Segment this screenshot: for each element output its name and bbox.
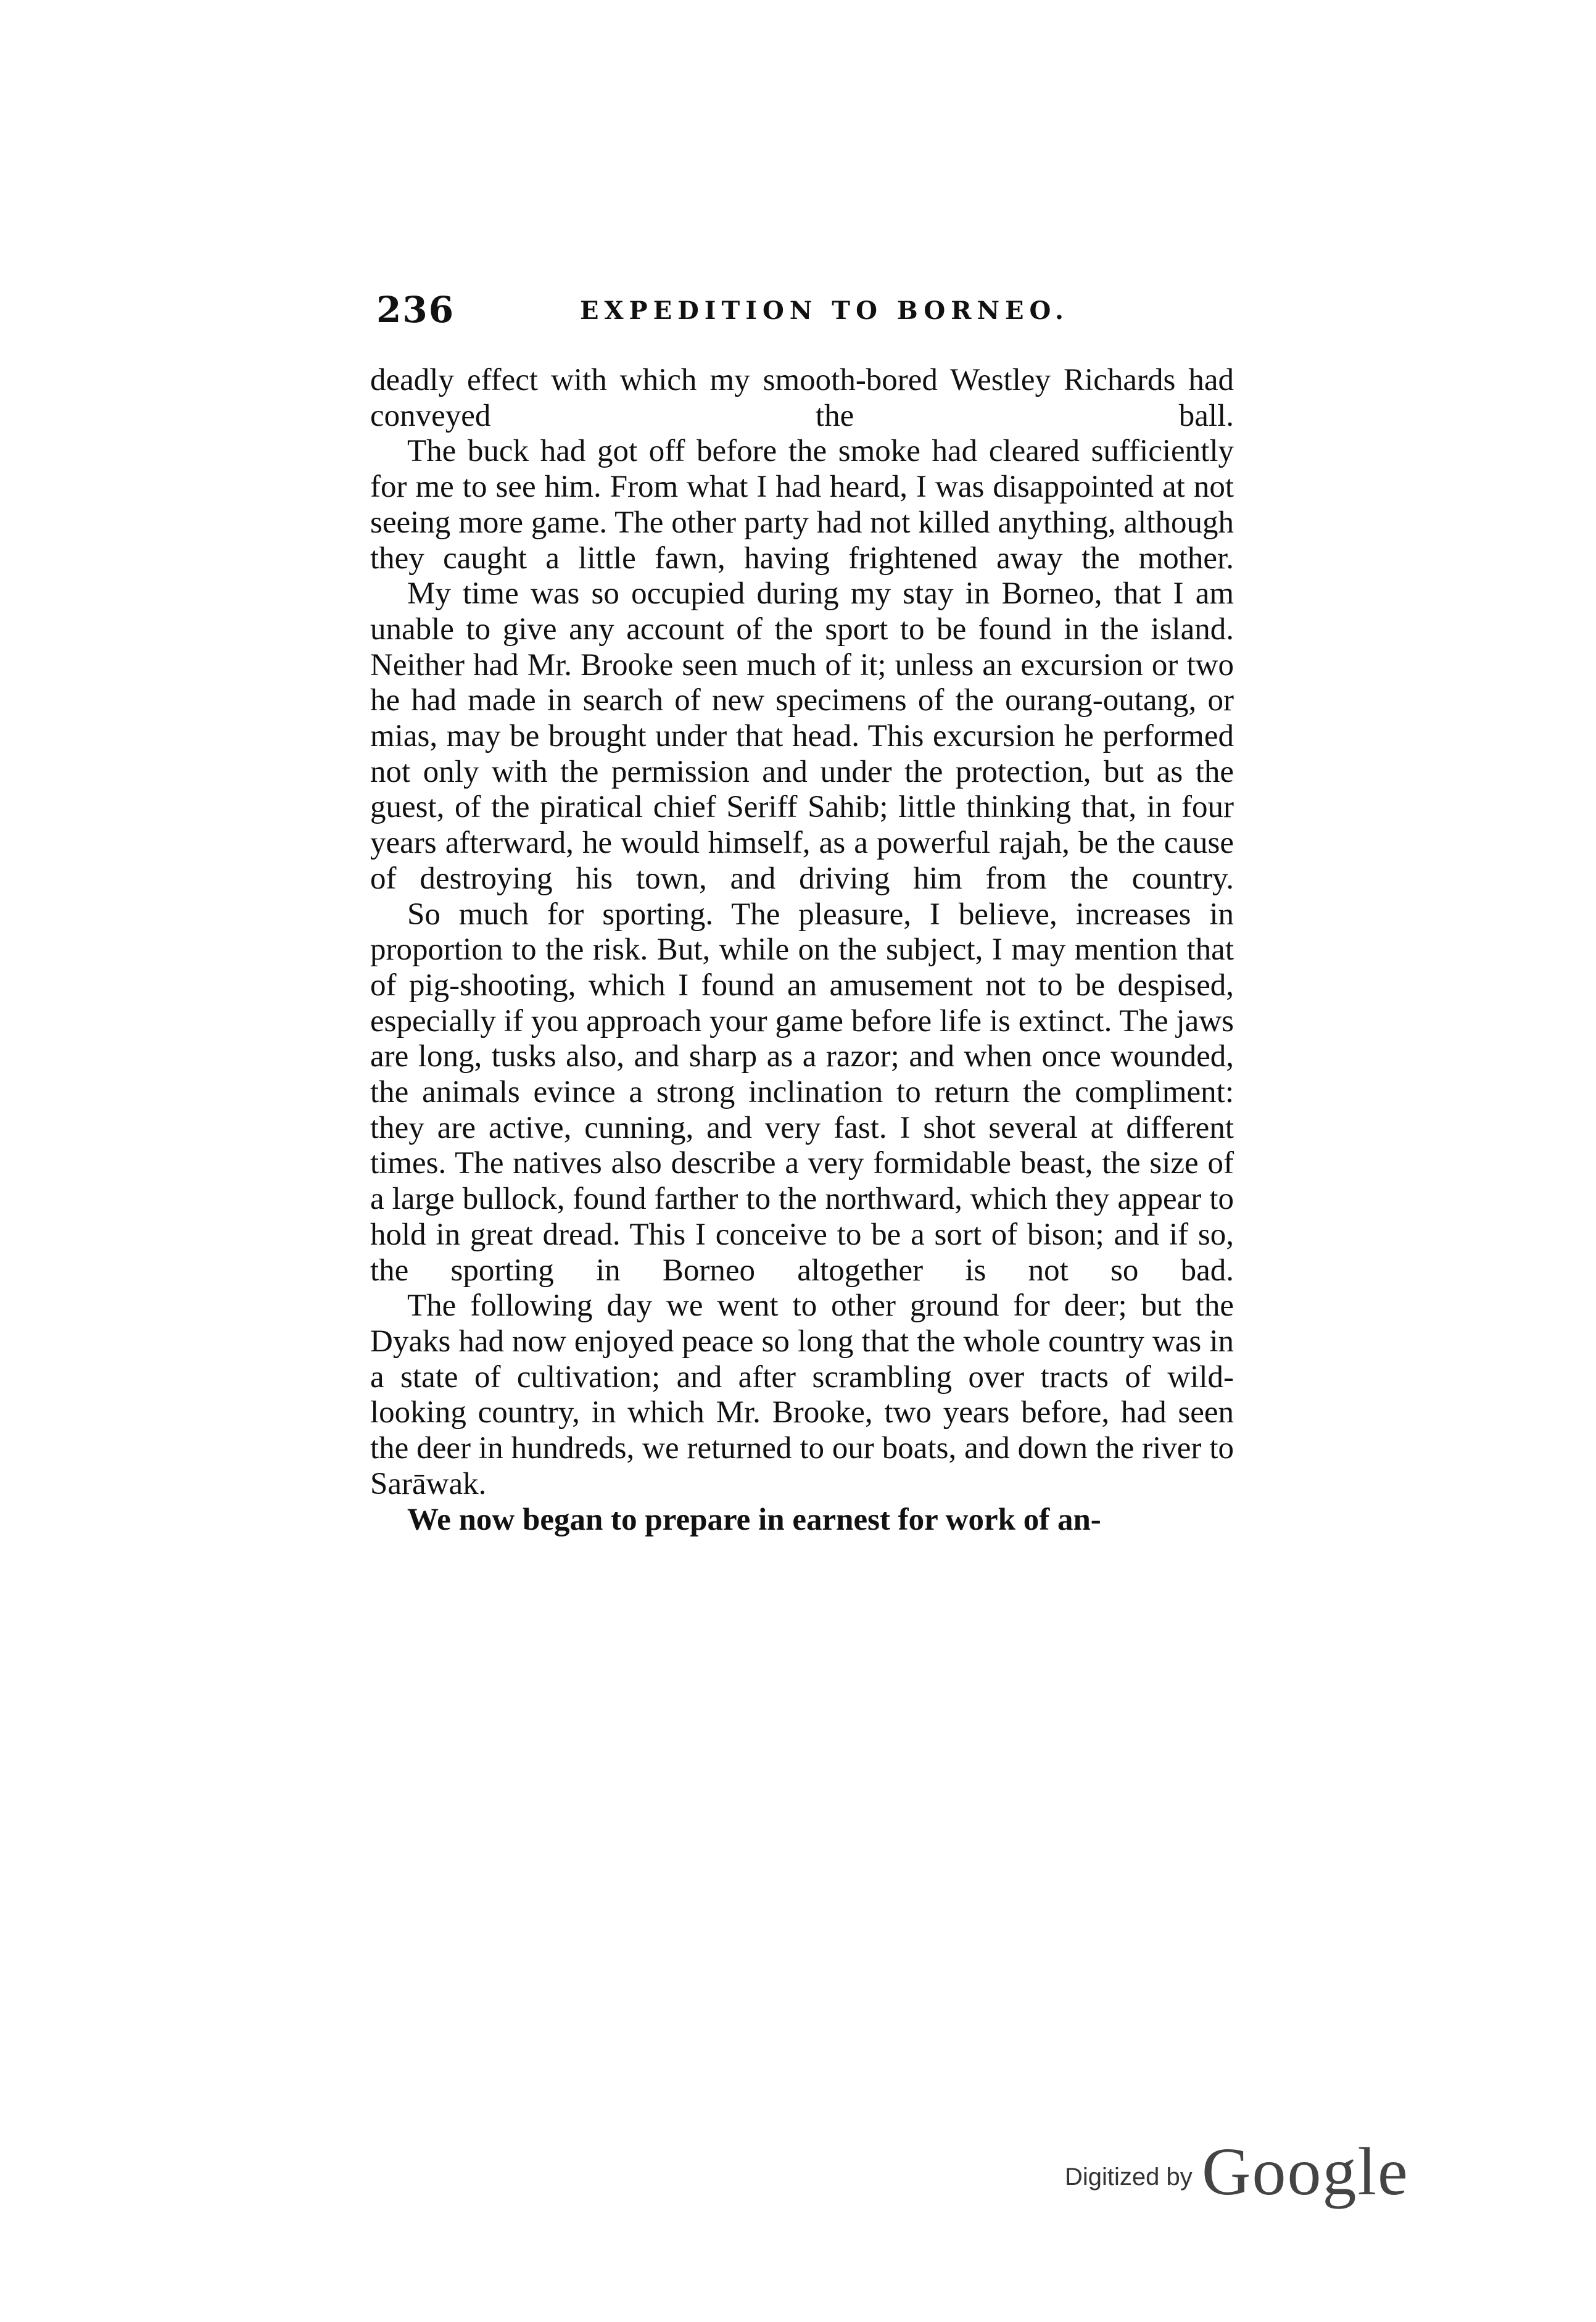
page-number: 236 <box>376 289 455 331</box>
paragraph-6: We now began to prepare in earnest for work of an- <box>407 1502 1101 1537</box>
paragraph-4: So much for sporting. The pleasure, I believe, increases in proportion to the risk. But, while on the subject, I may mention that of pig-shooting, which I found an amusement not to be despised, especially if you approach your game before life is extinct. The jaws are long, tusks also, and sharp as a razor; and when once wounded, the animals evince a strong inclination to return the compliment: they are active, cunning, and very fast. I shot several at different times. The natives also describe a very formidable beast, the size of a large bullock, found farther to the northward, which they appear to hold in great dread. This I conceive to be a sort of bison; and if so, the sporting in Borneo altogether is not so bad. <box>370 897 1234 1288</box>
running-head: EXPEDITION TO BORNEO. <box>580 296 1069 325</box>
digitized-by-label: Digitized by <box>1065 2163 1193 2191</box>
paragraph-5: The following day we went to other ground for deer; but the Dyaks had now enjoyed peace so long that the whole country was in a state of cultivation; and after scrambling over tracts of wild-looking country, in which Mr. Brooke, two years before, had seen the deer in hundreds, we returned to our boats, and down the river to Sarāwak. <box>370 1288 1234 1501</box>
page-header <box>376 289 1240 338</box>
google-logo: Google <box>1202 2134 1409 2209</box>
paragraph-1: deadly effect with which my smooth-bored Westley Richards had conveyed the ball. <box>370 363 1234 433</box>
digitization-watermark <box>1065 2136 1410 2210</box>
paragraph-3: My time was so occupied during my stay in Borneo, that I am unable to give any account of the sport to be found in the island. Neither had Mr. Brooke seen much of it; unless an excursion or two he had made in search of new specimens of the ourang-outang, or mias, may be brought under that head. This excursion he performed not only with the permission and under the protection, but as the guest, of the piratical chief Seriff Sahib; little thinking that, in four years afterward, he would himself, as a powerful rajah, be the cause of destroying his town, and driving him from the country. <box>370 576 1234 896</box>
body-text <box>370 363 1234 1538</box>
paragraph-2: The buck had got off before the smoke had cleared sufficiently for me to see him. From what I had heard, I was disappointed at not seeing more game. The other party had not killed anything, although they caught a little fawn, having frightened away the mother. <box>370 434 1234 576</box>
